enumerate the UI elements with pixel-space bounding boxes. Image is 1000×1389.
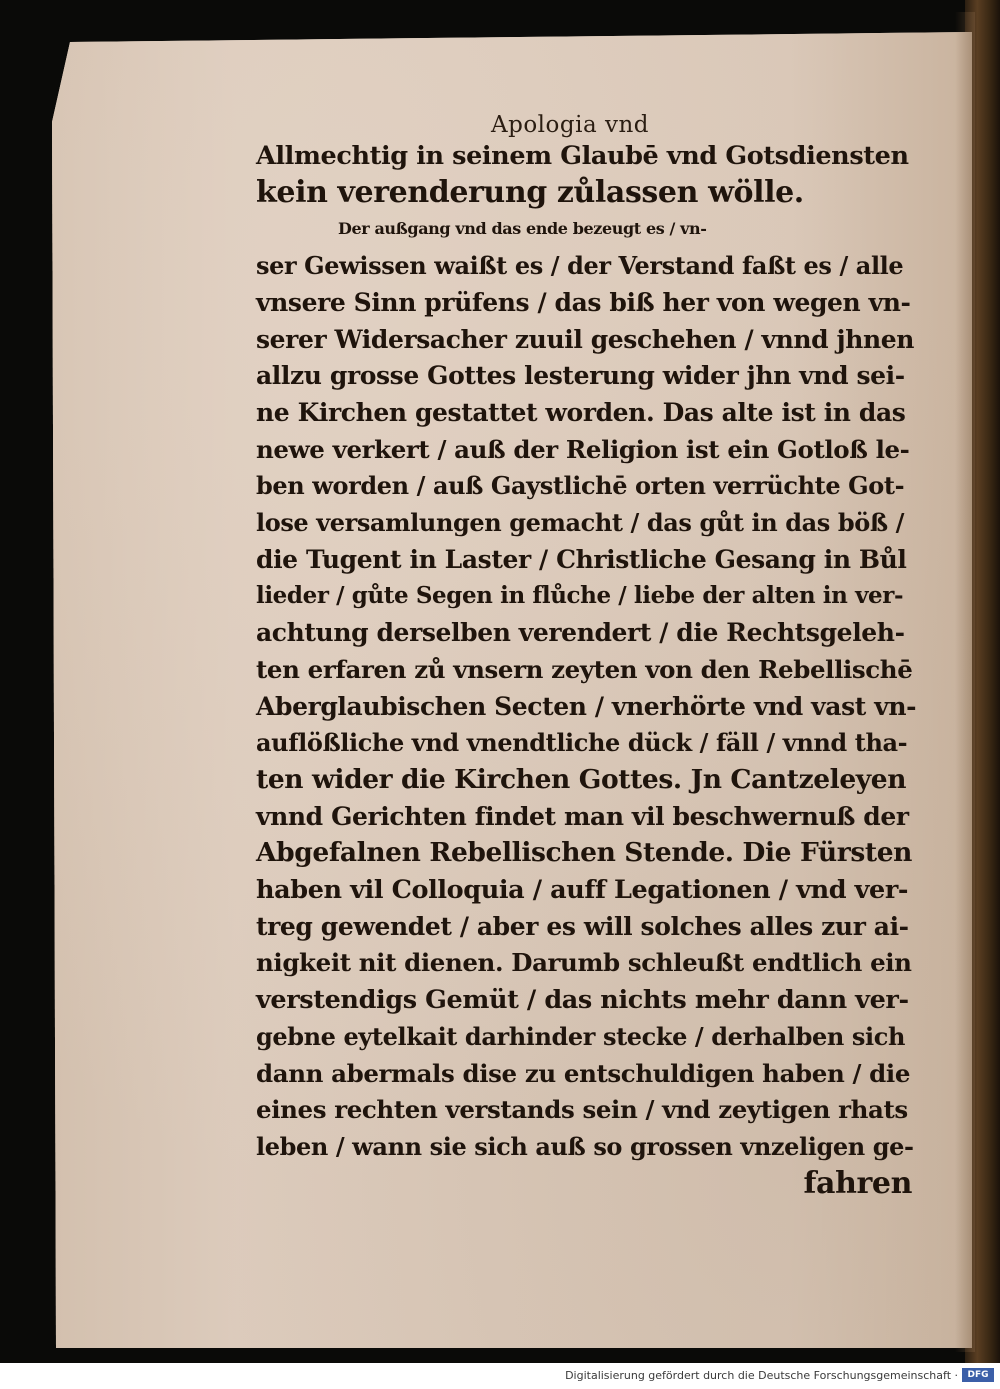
- text-line: die Tugent in Laster / Christliche Gesang in Bůl: [256, 544, 907, 574]
- text-line: vnnd Gerichten findet man vil beschwernuß der: [256, 801, 909, 831]
- running-head-text: Apologia vnd: [490, 112, 649, 138]
- text-line: Abgefalnen Rebellischen Stende. Die Fürsten: [256, 837, 913, 869]
- footer-bar: [0, 1363, 1000, 1389]
- text-line: serer Widersacher zuuil geschehen / vnnd jhnen: [256, 324, 915, 354]
- text-line: lieder / gůte Segen in flůche / liebe der alten in ver-: [256, 582, 904, 610]
- text-line: newe verkert / auß der Religion ist ein Gotloß le-: [256, 434, 910, 464]
- page-edge-shadow: [955, 12, 975, 1352]
- text-line: kein verenderung zůlassen wölle.: [256, 174, 804, 210]
- text-line: verstendigs Gemüt / das nichts mehr dann ver-: [256, 985, 909, 1016]
- text-line: eines rechten verstands sein / vnd zeytigen rhats: [256, 1095, 908, 1125]
- text-line: achtung derselben verendert / die Rechtsgeleh-: [256, 618, 905, 648]
- text-line: nigkeit nit dienen. Darumb schleußt endtlich ein: [256, 948, 912, 978]
- text-line: ben worden / auß Gaystlichē orten verrüchte Got-: [256, 471, 905, 501]
- text-line: gebne eytelkait darhinder stecke / derhalben sich: [256, 1021, 905, 1051]
- footer-credit: Digitalisierung gefördert durch die Deutsche Forschungsgemeinschaft ·: [565, 1369, 958, 1382]
- text-line: lose versamlungen gemacht / das gůt in das böß /: [256, 508, 905, 538]
- text-line: auflößliche vnd vnendtliche dück / fäll / vnnd tha-: [256, 728, 908, 758]
- text-line: Der außgang vnd das ende bezeugt es / vn-: [338, 219, 707, 239]
- running-head: [0, 112, 1000, 138]
- text-line: Aberglaubischen Secten / vnerhörte vnd vast vn-: [256, 691, 917, 721]
- text-line: ser Gewissen waißt es / der Verstand faßt es / alle: [256, 251, 904, 281]
- text-line: haben vil Colloquia / auff Legationen / vnd ver-: [256, 875, 909, 906]
- text-line: dann abermals dise zu entschuldigen haben / die: [256, 1058, 911, 1088]
- text-line: vnsere Sinn prüfens / das biß her von wegen vn-: [256, 287, 911, 317]
- text-line: treg gewendet / aber es will solches alles zur ai-: [256, 911, 909, 941]
- catchword: fahren: [803, 1165, 912, 1201]
- text-line: allzu grosse Gottes lesterung wider jhn vnd sei-: [256, 361, 905, 391]
- text-line: ten wider die Kirchen Gottes. Jn Cantzeleyen: [256, 763, 907, 795]
- text-line: Allmechtig in seinem Glaubē vnd Gotsdiensten: [256, 141, 909, 171]
- text-line: ne Kirchen gestattet worden. Das alte ist in das: [256, 397, 906, 427]
- page-text: [256, 138, 916, 1202]
- text-line: ten erfaren zů vnsern zeyten von den Rebellischē: [256, 654, 913, 684]
- text-line: leben / wann sie sich auß so grossen vnzeligen ge-: [256, 1131, 914, 1161]
- dfg-logo-icon: DFG: [962, 1368, 994, 1382]
